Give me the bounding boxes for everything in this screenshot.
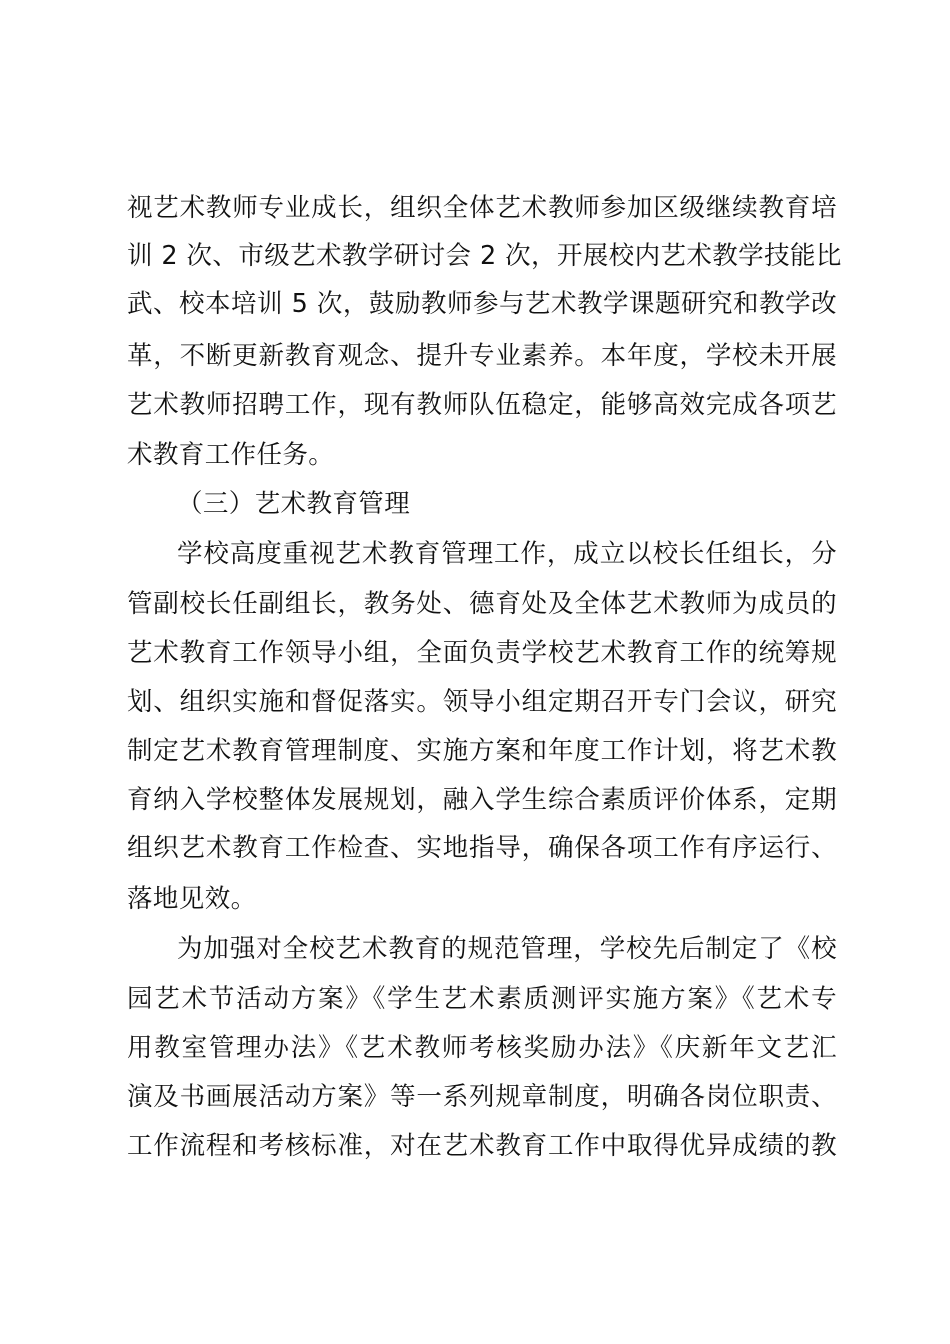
paragraph-line: 组织艺术教育工作检查、实地指导，确保各项工作有序运行、 — [127, 833, 837, 863]
paragraph-line: 育纳入学校整体发展规划，融入学生综合素质评价体系，定期 — [127, 785, 837, 815]
paragraph-line: 管副校长任副组长，教务处、德育处及全体艺术教师为成员的 — [127, 589, 837, 619]
paragraph-line: 为加强对全校艺术教育的规范管理，学校先后制定了《校 — [177, 934, 837, 964]
paragraph-line: 艺术教育工作领导小组，全面负责学校艺术教育工作的统筹规 — [127, 638, 837, 668]
paragraph-line: 视艺术教师专业成长，组织全体艺术教师参加区级继续教育培 — [127, 193, 837, 223]
paragraph-line: 工作流程和考核标准，对在艺术教育工作中取得优异成绩的教 — [127, 1131, 837, 1161]
paragraph-line: 术教育工作任务。 — [127, 440, 335, 470]
paragraph-line: 演及书画展活动方案》等一系列规章制度，明确各岗位职责、 — [127, 1082, 837, 1112]
paragraph-line: 革，不断更新教育观念、提升专业素养。本年度，学校未开展 — [127, 341, 837, 371]
paragraph-line: 艺术教师招聘工作，现有教师队伍稳定，能够高效完成各项艺 — [127, 390, 837, 420]
paragraph-line: 划、组织实施和督促落实。领导小组定期召开专门会议，研究 — [127, 687, 837, 717]
paragraph-line: 落地见效。 — [127, 884, 257, 914]
paragraph-line: 武、校本培训 5 次，鼓励教师参与艺术教学课题研究和教学改 — [127, 289, 837, 319]
paragraph-line: 园艺术节活动方案》《学生艺术素质测评实施方案》《艺术专 — [127, 984, 837, 1014]
paragraph-line: 训 2 次、市级艺术教学研讨会 2 次，开展校内艺术教学技能比 — [127, 241, 842, 271]
section-heading: （三）艺术教育管理 — [177, 489, 411, 519]
paragraph-line: 制定艺术教育管理制度、实施方案和年度工作计划，将艺术教 — [127, 736, 837, 766]
paragraph-line: 学校高度重视艺术教育管理工作，成立以校长任组长，分 — [177, 539, 837, 569]
paragraph-line: 用教室管理办法》《艺术教师考核奖励办法》《庆新年文艺汇 — [127, 1033, 837, 1063]
